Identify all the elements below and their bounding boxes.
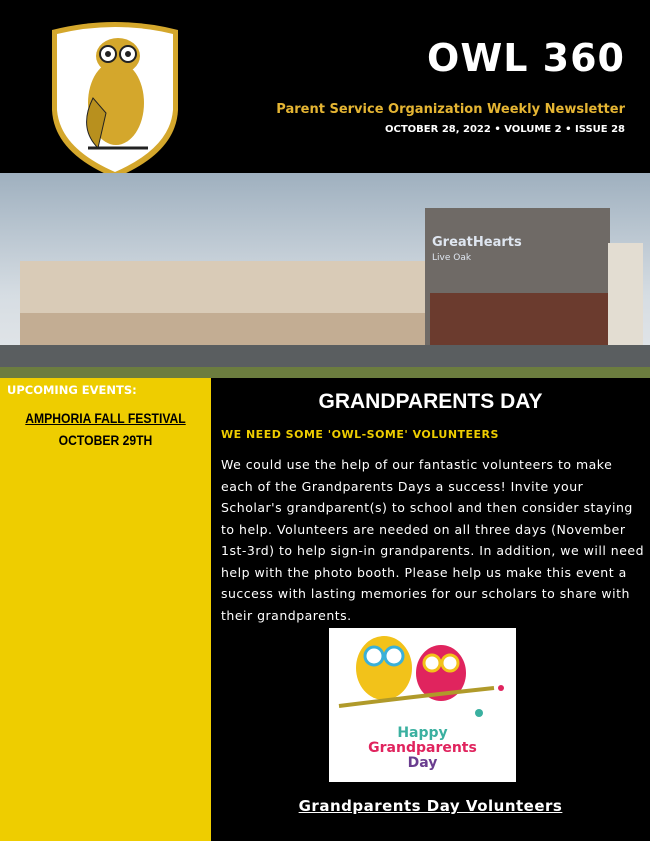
upcoming-events-heading: UPCOMING EVENTS:	[7, 383, 137, 397]
upcoming-events-sidebar	[0, 378, 211, 841]
grandparents-day-image	[329, 628, 516, 782]
issue-line: OCTOBER 28, 2022 • VOLUME 2 • ISSUE 28	[385, 124, 625, 135]
image-text-grandparents: Grandparents	[368, 740, 477, 756]
volunteers-link[interactable]: Grandparents Day Volunteers	[298, 797, 563, 815]
article	[211, 378, 650, 841]
newsletter-title: OWL 360	[427, 36, 625, 80]
owl-crest-logo	[48, 18, 182, 180]
school-building-photo	[0, 173, 650, 378]
event-date: OCTOBER 29TH	[58, 433, 153, 448]
image-text-happy: Happy	[397, 725, 448, 741]
article-body: We could use the help of our fantastic volunteers to make each of the Grandparents Days a success! Invite your Scholar's grandparent(s) to school and then consider staying to help. Volunteers are needed on all three days (November 1st-3rd) to help sign-in grandparents. In addition, we will need help with the photo booth. Please help us make this event a success with lasting memories for our scholars to share with their grandparents.	[221, 457, 645, 623]
owls-illustration	[329, 628, 516, 718]
article-subheading: WE NEED SOME 'OWL-SOME' VOLUNTEERS	[221, 428, 499, 441]
newsletter-subtitle: Parent Service Organization Weekly Newsletter	[276, 102, 625, 117]
article-title: GRANDPARENTS DAY	[318, 390, 543, 413]
image-text-day: Day	[407, 755, 438, 771]
building-sign: GreatHearts	[432, 235, 522, 250]
newsletter-header	[0, 0, 650, 173]
building-sign-sub: Live Oak	[432, 253, 472, 263]
event-link[interactable]: AMPHORIA FALL FESTIVAL	[25, 411, 186, 426]
